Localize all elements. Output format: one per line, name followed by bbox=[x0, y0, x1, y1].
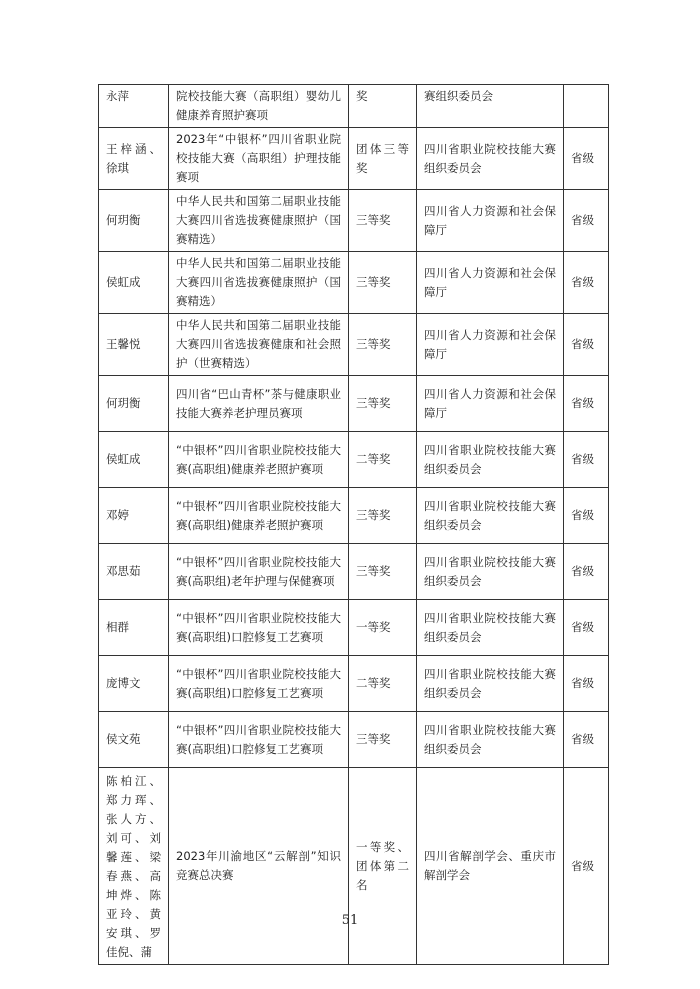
organizer-cell: 四川省职业院校技能大赛组织委员会 bbox=[417, 544, 564, 600]
organizer-cell: 四川省职业院校技能大赛组织委员会 bbox=[417, 432, 564, 488]
award-cell: 三等奖 bbox=[349, 488, 417, 544]
winner-name-cell: 王梓涵、徐琪 bbox=[99, 128, 169, 190]
award-cell: 三等奖 bbox=[349, 252, 417, 314]
organizer-cell: 四川省人力资源和社会保障厅 bbox=[417, 252, 564, 314]
table-row bbox=[99, 252, 609, 314]
organizer-cell: 四川省职业院校技能大赛组织委员会 bbox=[417, 712, 564, 768]
award-cell: 三等奖 bbox=[349, 712, 417, 768]
level-cell: 省级 bbox=[564, 488, 609, 544]
award-cell: 奖 bbox=[349, 85, 417, 128]
organizer-cell: 四川省人力资源和社会保障厅 bbox=[417, 376, 564, 432]
award-cell: 三等奖 bbox=[349, 314, 417, 376]
page-number: 51 bbox=[341, 913, 359, 928]
competition-cell: “中银杯”四川省职业院校技能大赛(高职组)老年护理与保健赛项 bbox=[169, 544, 349, 600]
table-row bbox=[99, 768, 609, 965]
level-cell: 省级 bbox=[564, 656, 609, 712]
winner-name-cell: 邓思茹 bbox=[99, 544, 169, 600]
table-row bbox=[99, 712, 609, 768]
table-row bbox=[99, 85, 609, 128]
winner-name-cell: 王馨悦 bbox=[99, 314, 169, 376]
level-cell: 省级 bbox=[564, 252, 609, 314]
competition-cell: 2023年川渝地区“云解剖”知识竞赛总决赛 bbox=[169, 768, 349, 965]
winner-name-cell: 相群 bbox=[99, 600, 169, 656]
winner-name-cell: 何玥衡 bbox=[99, 376, 169, 432]
winner-name-cell: 侯虹成 bbox=[99, 252, 169, 314]
organizer-cell: 四川省职业院校技能大赛组织委员会 bbox=[417, 488, 564, 544]
award-cell: 二等奖 bbox=[349, 432, 417, 488]
level-cell: 省级 bbox=[564, 376, 609, 432]
competition-cell: “中银杯”四川省职业院校技能大赛(高职组)口腔修复工艺赛项 bbox=[169, 600, 349, 656]
level-cell: 省级 bbox=[564, 768, 609, 965]
level-cell: 省级 bbox=[564, 314, 609, 376]
award-cell: 一等奖、团体第二名 bbox=[349, 768, 417, 965]
competition-cell: 中华人民共和国第二届职业技能大赛四川省选拔赛健康和社会照护（世赛精选） bbox=[169, 314, 349, 376]
award-cell: 一等奖 bbox=[349, 600, 417, 656]
award-cell: 三等奖 bbox=[349, 544, 417, 600]
table-row bbox=[99, 128, 609, 190]
organizer-cell: 四川省解剖学会、重庆市解剖学会 bbox=[417, 768, 564, 965]
competition-cell: “中银杯”四川省职业院校技能大赛(高职组)口腔修复工艺赛项 bbox=[169, 712, 349, 768]
winner-name-cell: 庞博文 bbox=[99, 656, 169, 712]
winner-name-cell: 侯虹成 bbox=[99, 432, 169, 488]
table-row bbox=[99, 376, 609, 432]
table-row bbox=[99, 544, 609, 600]
table-row bbox=[99, 314, 609, 376]
level-cell: 省级 bbox=[564, 600, 609, 656]
table-row bbox=[99, 432, 609, 488]
table-row bbox=[99, 600, 609, 656]
competition-cell: 院校技能大赛（高职组）婴幼儿健康养育照护赛项 bbox=[169, 85, 349, 128]
level-cell bbox=[564, 85, 609, 128]
winner-name-cell: 何玥衡 bbox=[99, 190, 169, 252]
table-row bbox=[99, 488, 609, 544]
award-cell: 三等奖 bbox=[349, 376, 417, 432]
organizer-cell: 四川省人力资源和社会保障厅 bbox=[417, 190, 564, 252]
competition-cell: 2023年“中银杯”四川省职业院校技能大赛（高职组）护理技能赛项 bbox=[169, 128, 349, 190]
winner-name-cell: 侯文苑 bbox=[99, 712, 169, 768]
competition-cell: “中银杯”四川省职业院校技能大赛(高职组)健康养老照护赛项 bbox=[169, 488, 349, 544]
competition-cell: 中华人民共和国第二届职业技能大赛四川省选拔赛健康照护（国赛精选） bbox=[169, 190, 349, 252]
winner-name-cell: 陈柏江、郑力珲、张人方、刘可、刘馨莲、梁春燕、高坤烨、陈亚玲、黄安琪、罗佳倪、蒲 bbox=[99, 768, 169, 965]
organizer-cell: 四川省职业院校技能大赛组织委员会 bbox=[417, 600, 564, 656]
award-cell: 二等奖 bbox=[349, 656, 417, 712]
level-cell: 省级 bbox=[564, 128, 609, 190]
level-cell: 省级 bbox=[564, 190, 609, 252]
level-cell: 省级 bbox=[564, 544, 609, 600]
winner-name-cell: 永萍 bbox=[99, 85, 169, 128]
level-cell: 省级 bbox=[564, 432, 609, 488]
competition-cell: “中银杯”四川省职业院校技能大赛(高职组)健康养老照护赛项 bbox=[169, 432, 349, 488]
award-cell: 团体三等奖 bbox=[349, 128, 417, 190]
organizer-cell: 四川省职业院校技能大赛组织委员会 bbox=[417, 656, 564, 712]
winner-name-cell: 邓婷 bbox=[99, 488, 169, 544]
award-cell: 三等奖 bbox=[349, 190, 417, 252]
table-row bbox=[99, 656, 609, 712]
table-row bbox=[99, 190, 609, 252]
level-cell: 省级 bbox=[564, 712, 609, 768]
organizer-cell: 四川省职业院校技能大赛组织委员会 bbox=[417, 128, 564, 190]
competition-cell: 中华人民共和国第二届职业技能大赛四川省选拔赛健康照护（国赛精选） bbox=[169, 252, 349, 314]
competition-cell: “中银杯”四川省职业院校技能大赛(高职组)口腔修复工艺赛项 bbox=[169, 656, 349, 712]
organizer-cell: 四川省人力资源和社会保障厅 bbox=[417, 314, 564, 376]
organizer-cell: 赛组织委员会 bbox=[417, 85, 564, 128]
awards-table bbox=[98, 84, 609, 965]
competition-cell: 四川省“巴山青杯”茶与健康职业技能大赛养老护理员赛项 bbox=[169, 376, 349, 432]
